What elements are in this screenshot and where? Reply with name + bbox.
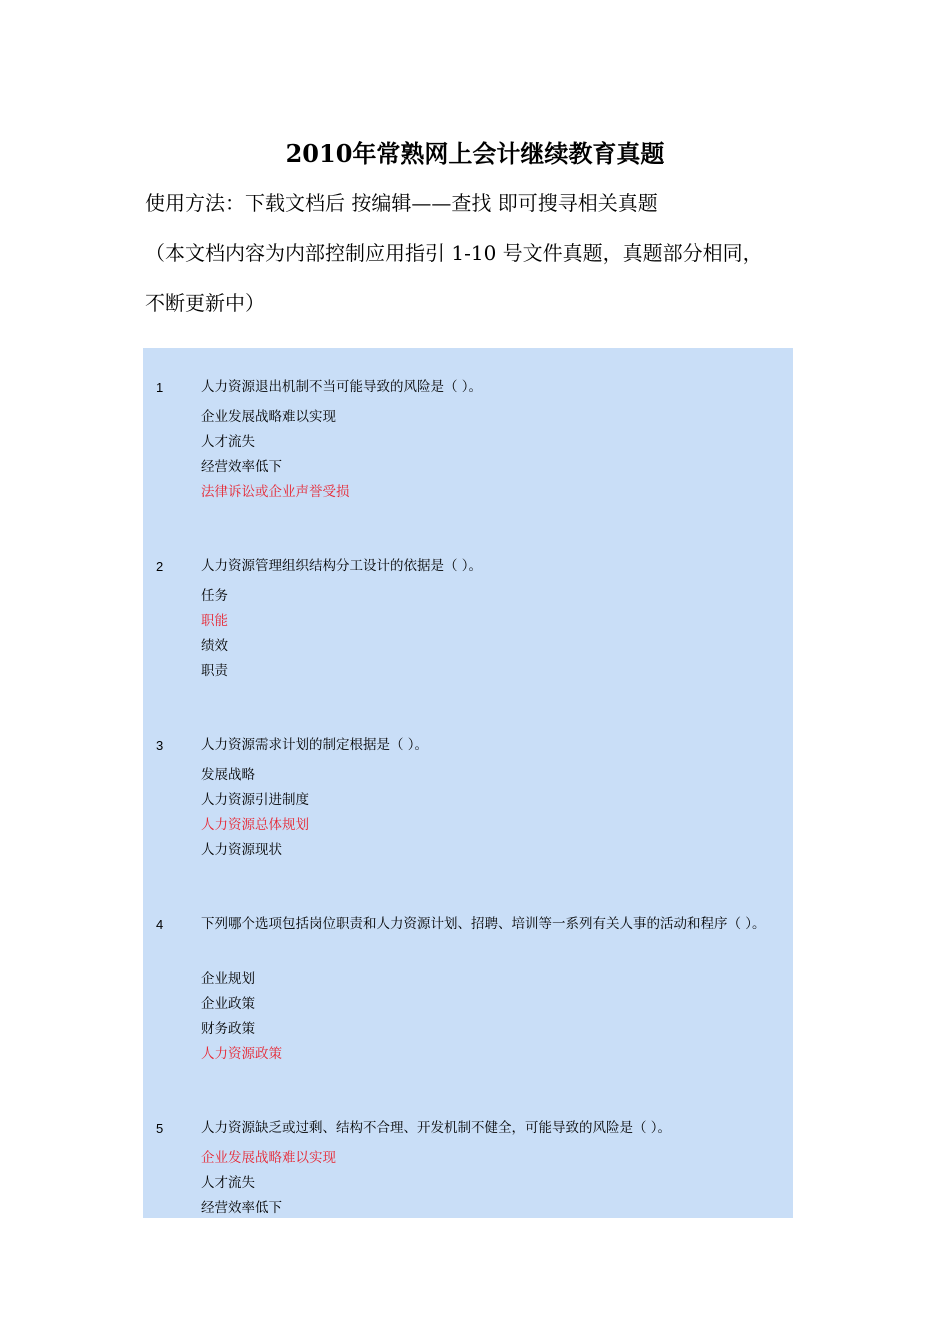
question-text: 下列哪个选项包括岗位职责和人力资源计划、招聘、培训等一系列有关人事的活动和程序（ ）。 [201, 916, 766, 932]
question-text: 人力资源退出机制不当可能导致的风险是（ ）。 [201, 379, 483, 395]
question-text: 人力资源缺乏或过剩、结构不合理、开发机制不健全，可能导致的风险是（ ）。 [201, 1120, 672, 1136]
document-note-line-2: 不断更新中） [145, 291, 265, 315]
option: 人才流失 [201, 1175, 255, 1191]
option: 经营效率低下 [201, 1200, 282, 1216]
option: 任务 [201, 588, 228, 604]
option: 人力资源现状 [201, 842, 282, 858]
usage-instructions: 使用方法：下载文档后 按编辑——查找 即可搜寻相关真题 [145, 191, 658, 215]
option: 财务政策 [201, 1021, 255, 1037]
question-text: 人力资源需求计划的制定根据是（ ）。 [201, 737, 429, 753]
question-number: 1 [156, 380, 164, 395]
question-list [143, 348, 793, 1218]
question-number: 2 [156, 559, 164, 574]
option: 人力资源引进制度 [201, 792, 309, 808]
correct-option: 人力资源政策 [201, 1046, 282, 1062]
document-title: 2010年常熟网上会计继续教育真题 [285, 139, 665, 168]
question-text: 人力资源管理组织结构分工设计的依据是（ ）。 [201, 558, 483, 574]
option: 绩效 [201, 638, 228, 654]
document-note-line-1: （本文档内容为内部控制应用指引 1-10 号文件真题，真题部分相同， [145, 241, 763, 265]
option: 职责 [201, 663, 228, 679]
option: 企业发展战略难以实现 [201, 409, 336, 425]
correct-option: 人力资源总体规划 [201, 817, 309, 833]
option: 企业规划 [201, 971, 255, 987]
option: 发展战略 [201, 767, 255, 783]
option: 人才流失 [201, 434, 255, 450]
correct-option: 企业发展战略难以实现 [201, 1150, 336, 1166]
question-number: 3 [156, 738, 164, 753]
question-number: 4 [156, 917, 164, 932]
option: 经营效率低下 [201, 459, 282, 475]
correct-option: 职能 [201, 613, 228, 629]
correct-option: 法律诉讼或企业声誉受损 [201, 484, 350, 500]
option: 企业政策 [201, 996, 255, 1012]
question-number: 5 [156, 1121, 164, 1136]
